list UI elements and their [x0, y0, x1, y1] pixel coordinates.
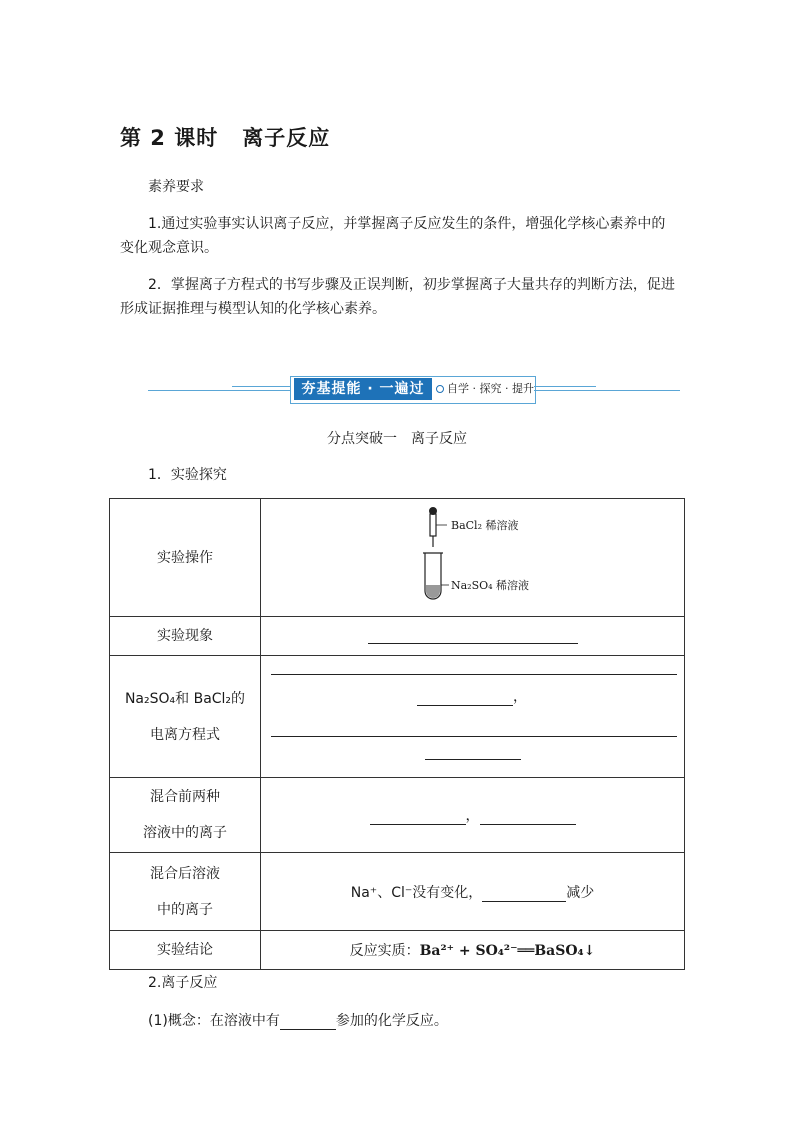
section-heading: 分点突破一 离子反应: [327, 431, 467, 447]
before-blank-1[interactable]: [370, 810, 466, 825]
ion-reaction-heading: 2.离子反应: [148, 975, 218, 991]
requirements-heading: 素养要求: [148, 179, 204, 195]
banner-sub: 自学 · 探究 · 提升: [436, 381, 534, 397]
ionization-blank-2b[interactable]: [425, 745, 521, 760]
requirement-item-1: 1.通过实验事实认识离子反应，并掌握离子反应发生的条件，增强化学核心素养中的变化观念意识。: [120, 216, 666, 256]
table-row: 混合前两种 溶液中的离子 ，: [110, 778, 685, 853]
row-label-after: 混合后溶液 中的离子: [110, 853, 261, 931]
row-label-operation: 实验操作: [110, 499, 261, 617]
table-row: [110, 499, 685, 617]
phenomenon-blank[interactable]: [368, 629, 578, 644]
experiment-table: [109, 498, 685, 970]
table-row: 混合后溶液 中的离子 Na⁺、Cl⁻没有变化， 减少: [110, 853, 685, 931]
na2so4-label: Na₂SO₄ 稀溶液: [451, 579, 530, 592]
page-title: 第 2 课时 离子反应: [120, 126, 331, 150]
table-row: [110, 617, 685, 656]
concept-blank[interactable]: [280, 1015, 336, 1030]
table-row: Na₂SO₄和 BaCl₂的 电离方程式 ，: [110, 656, 685, 778]
row-label-conclusion: 实验结论: [110, 931, 261, 970]
section-banner: [148, 376, 680, 406]
row-label-ionization: Na₂SO₄和 BaCl₂的 电离方程式: [110, 656, 261, 778]
bullet-icon: [436, 385, 444, 393]
concept-line: (1)概念：在溶液中有 参加的化学反应。: [148, 1013, 448, 1029]
ionic-equation: Ba²⁺ + SO₄²⁻══BaSO₄↓: [419, 943, 596, 959]
after-blank[interactable]: [482, 887, 566, 902]
ionization-blank-1b[interactable]: [417, 691, 513, 706]
row-label-phenomenon: 实验现象: [110, 617, 261, 656]
ionization-blank-2a[interactable]: [271, 736, 677, 737]
ionization-blank-1a[interactable]: [271, 674, 677, 675]
banner-main: 夯基提能 · 一遍过: [294, 378, 432, 400]
table-row: 实验结论 反应实质：Ba²⁺ + SO₄²⁻══BaSO₄↓: [110, 931, 685, 970]
bacl2-label: BaCl₂ 稀溶液: [451, 519, 519, 532]
before-blank-2[interactable]: [480, 810, 576, 825]
requirement-item-2: 2．掌握离子方程式的书写步骤及正误判断，初步掌握离子大量共存的判断方法，促进形成证据推理与模型认知的化学核心素养。: [120, 277, 675, 317]
row-label-before: 混合前两种 溶液中的离子: [110, 778, 261, 853]
experiment-figure-cell: [261, 499, 685, 617]
experiment-heading: 1．实验探究: [148, 467, 227, 483]
